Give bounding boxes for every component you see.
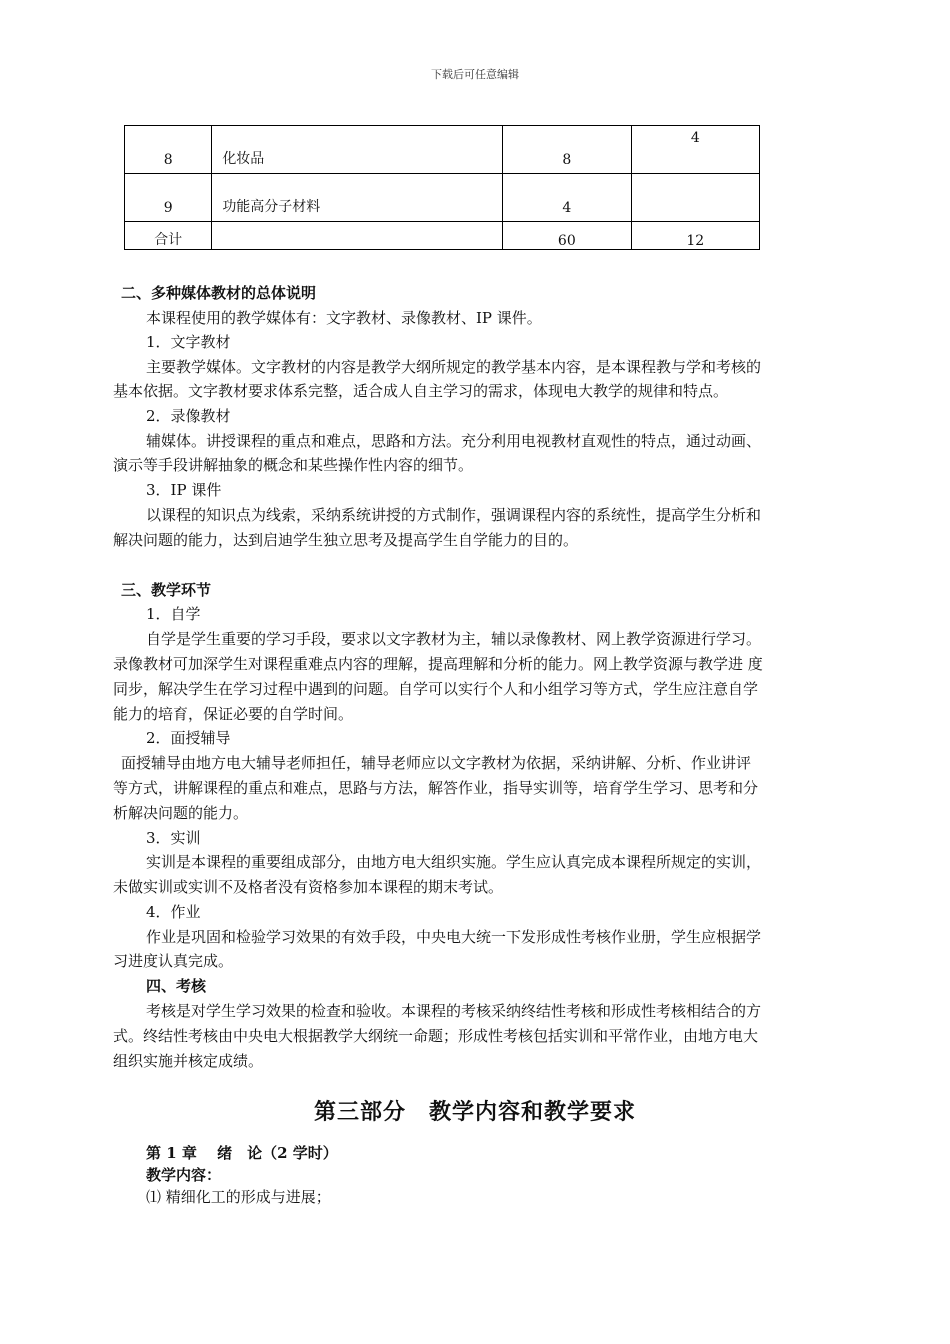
- paragraph-line: 实训是本课程的重要组成部分，由地方电大组织实施。学生应认真完成本课程所规定的实训，: [146, 853, 762, 871]
- section-heading: 三、教学环节: [121, 581, 212, 599]
- paragraph-line: 组织实施并核定成绩。: [113, 1052, 264, 1070]
- section-heading: 二、多种媒体教材的总体说明: [121, 284, 317, 302]
- table-total-row: [125, 222, 760, 250]
- paragraph-line: 自学是学生重要的学习手段，要求以文字教材为主，辅以录像教材、网上教学资源进行学习。: [146, 630, 762, 648]
- part-title: 第三部分 教学内容和教学要求: [313, 1099, 636, 1125]
- item-title: 3．IP 课件: [146, 481, 222, 499]
- paragraph-line: 习进度认真完成。: [113, 952, 234, 970]
- paragraph-line: 析解决问题的能力。: [113, 804, 249, 822]
- cell-no: 8: [125, 126, 212, 174]
- item-title: 3．实训: [146, 829, 201, 847]
- item-title: 4．作业: [146, 903, 201, 921]
- paragraph-line: 能力的培育，保证必要的自学时间。: [113, 705, 354, 723]
- paragraph-line: 本课程使用的教学媒体有：文字教材、录像教材、IP 课件。: [146, 309, 542, 327]
- cell-name: 功能高分子材料: [212, 174, 503, 222]
- cell-hours: 4: [503, 174, 631, 222]
- paragraph-line: 作业是巩固和检验学习效果的有效手段，中央电大统一下发形成性考核作业册，学生应根据学: [146, 928, 762, 946]
- cell-hours: 8: [503, 126, 631, 174]
- page-header-note: 下载后可任意编辑: [431, 68, 519, 81]
- paragraph-line: 辅媒体。讲授课程的重点和难点，思路和方法。充分利用电视教材直观性的特点，通过动画、: [146, 432, 762, 450]
- paragraph-line: 基本依据。文字教材要求体系完整，适合成人自主学习的需求，体现电大教学的规律和特点。: [113, 382, 729, 400]
- paragraph-line: 未做实训或实训不及格者没有资格参加本课程的期末考试。: [113, 878, 504, 896]
- paragraph-line: 演示等手段讲解抽象的概念和某些操作性内容的细节。: [113, 456, 474, 474]
- cell-total-extra: 12: [631, 222, 759, 250]
- content-item: ⑴ 精细化工的形成与进展；: [146, 1188, 331, 1206]
- paragraph-line: 考核是对学生学习效果的检查和验收。本课程的考核采纳终结性考核和形成性考核相结合的方: [146, 1002, 762, 1020]
- paragraph-line: 以课程的知识点为线索，采纳系统讲授的方式制作，强调课程内容的系统性，提高学生分析和: [146, 506, 762, 524]
- item-title: 1．自学: [146, 605, 201, 623]
- section-heading: 四、考核: [146, 977, 207, 995]
- paragraph-line: 解决问题的能力，达到启迪学生独立思考及提高学生自学能力的目的。: [113, 531, 579, 549]
- paragraph-line: 录像教材可加深学生对课程重难点内容的理解，提高理解和分析的能力。网上教学资源与教学进 度: [113, 655, 763, 673]
- course-hours-table: [124, 125, 760, 250]
- cell-name: 化妆品: [212, 126, 503, 174]
- paragraph-line: 式。终结性考核由中央电大根据教学大纲统一命题；形成性考核包括实训和平常作业，由地方电大: [113, 1027, 759, 1045]
- cell-extra: 4: [631, 126, 759, 174]
- item-title: 2．面授辅导: [146, 729, 231, 747]
- chapter-title: 第 1 章 绪 论（2 学时）: [146, 1144, 338, 1162]
- paragraph-line: 面授辅导由地方电大辅导老师担任，辅导老师应以文字教材为依据，采纳讲解、分析、作业讲评: [121, 754, 752, 772]
- content-label: 教学内容：: [146, 1166, 222, 1184]
- cell-total-hours: 60: [503, 222, 631, 250]
- paragraph-line: 主要教学媒体。文字教材的内容是教学大纲所规定的教学基本内容，是本课程教与学和考核的: [146, 358, 762, 376]
- paragraph-line: 同步，解决学生在学习过程中遇到的问题。自学可以实行个人和小组学习等方式，学生应注意自学: [113, 680, 759, 698]
- cell-total-label: 合计: [125, 222, 212, 250]
- cell-empty: [212, 222, 503, 250]
- table-row: [125, 174, 760, 222]
- cell-no: 9: [125, 174, 212, 222]
- item-title: 2．录像教材: [146, 407, 231, 425]
- table-row: [125, 126, 760, 174]
- item-title: 1．文字教材: [146, 333, 231, 351]
- paragraph-line: 等方式，讲解课程的重点和难点，思路与方法，解答作业，指导实训等，培育学生学习、思考和分: [113, 779, 759, 797]
- cell-extra: [631, 174, 759, 222]
